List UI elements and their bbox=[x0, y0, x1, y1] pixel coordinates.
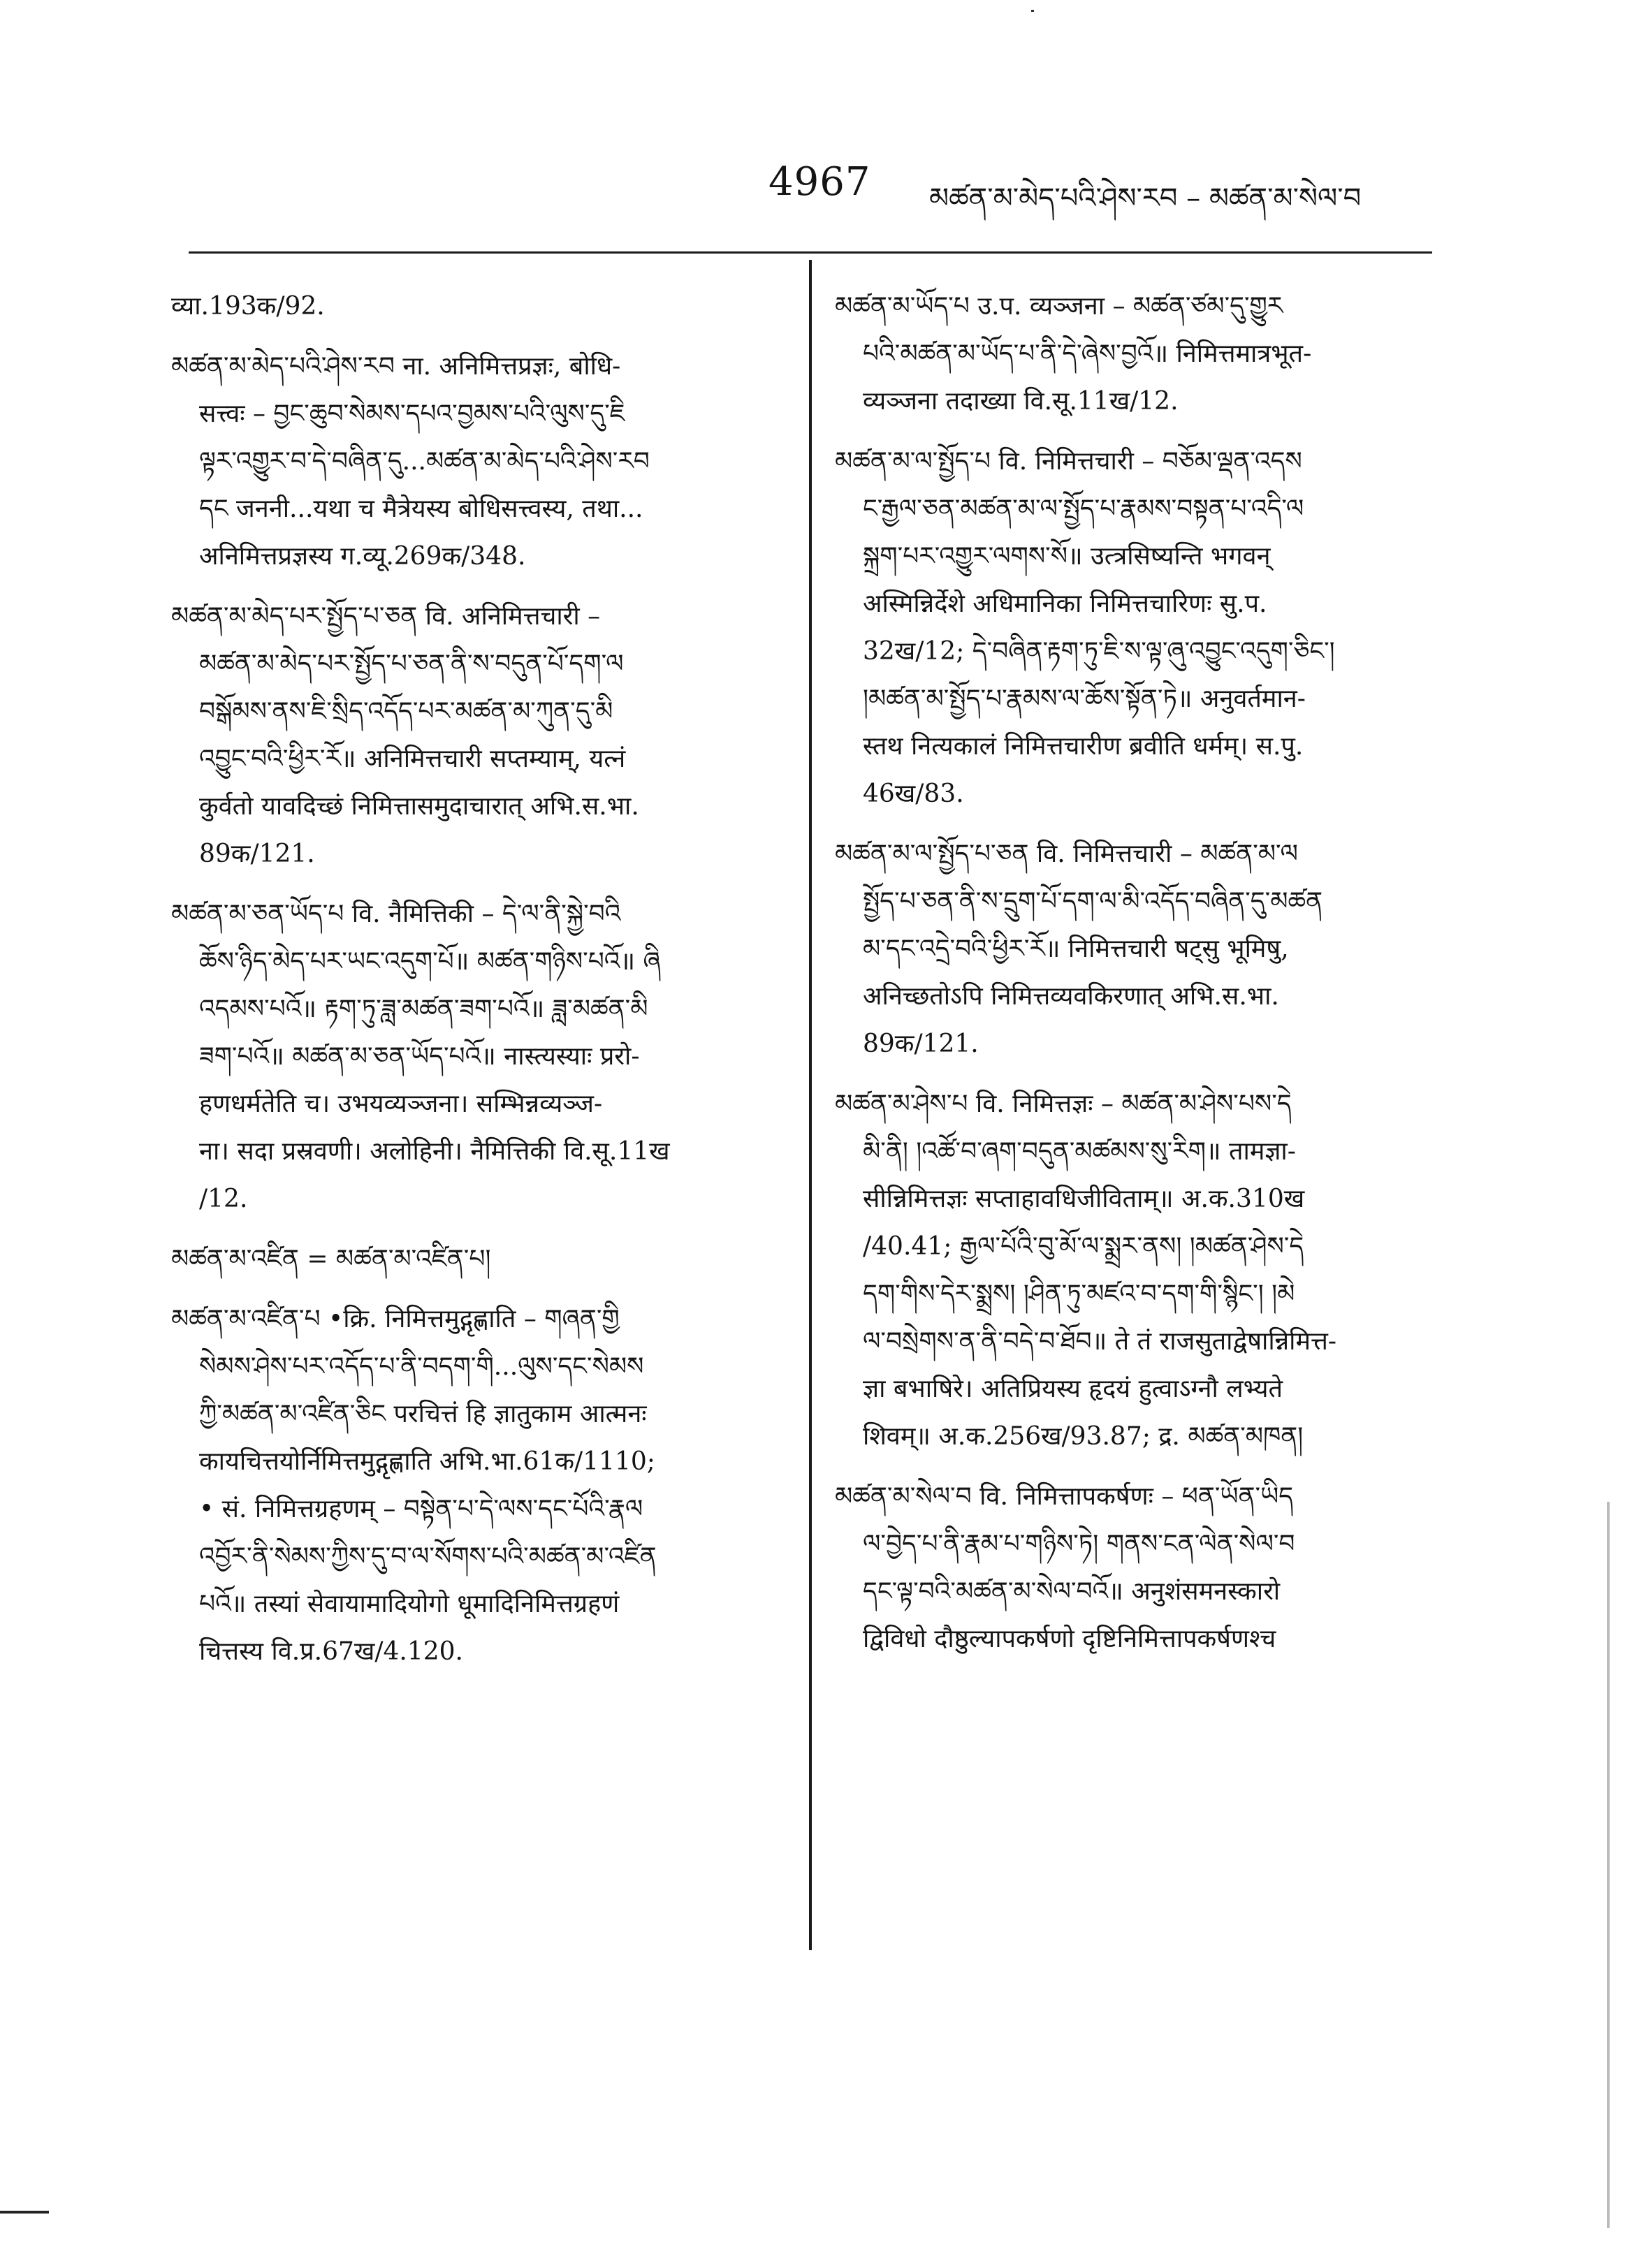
entry-text-line: शिवम्॥ अ.क.256ख/93.87; द्र. མཚན་མཁན། bbox=[863, 1422, 1304, 1451]
dictionary-entry bbox=[171, 1296, 786, 1676]
entry-text-line: མཚན་མ་མེད་པར་སྤྱོད་པ་ཅན་ནི་ས་བདུན་པོ་དག་ལ bbox=[199, 650, 624, 678]
entry-headword-line: མཚན་མ་མེད་པའི་ཤེས་རབ ना. अनिमित्तप्रज्ञः, बोधि- bbox=[171, 352, 621, 381]
entry-text-line: 89क/121. bbox=[199, 840, 315, 868]
dictionary-entry bbox=[835, 438, 1422, 818]
dictionary-entry bbox=[171, 1236, 786, 1283]
entry-text-line: བསྒོམས་ནས་ཇི་སྲིད་འདོད་པར་མཚན་མ་ཀུན་དུ་མི bbox=[199, 697, 613, 726]
scan-edge-shadow bbox=[1607, 1502, 1610, 2228]
entry-text-line: སྤྱོད་པ་ཅན་ནི་ས་དྲུག་པོ་དག་ལ་མི་འདོད་བཞིན་དུ་མཚན bbox=[863, 887, 1323, 916]
entry-headword-line: མཚན་མ་མེད་པར་སྤྱོད་པ་ཅན वि. अनिमित्तचारी – bbox=[171, 602, 601, 631]
entry-headword-line: མཚན་མ་ལ་སྤྱོད་པ་ཅན वि. निमित्तचारी – མཚན་མ་ལ bbox=[835, 840, 1298, 868]
scan-speck bbox=[1031, 10, 1034, 12]
entry-text-line: སྐྲག་པར་འགྱུར་ལགས་སོ॥ उत्त्रसिष्यन्ति भगवन् bbox=[863, 542, 1271, 571]
column-divider bbox=[809, 260, 812, 1950]
dictionary-entry bbox=[171, 593, 786, 878]
entry-text-line: ཀྱི་མཚན་མ་འཛིན་ཅིང परचित्तं हि ज्ञातुकाम आत्मनः bbox=[199, 1400, 647, 1428]
running-head: མཚན་མ་མེད་པའི་ཤེས་རབ – མཚན་མ་སེལ་བ bbox=[929, 182, 1362, 214]
entry-headword-line: མཚན་མ་ཅན་ཡོད་པ वि. नैमित्तिकी – དེ་ལ་ནི་སྐྱེ་བའི bbox=[171, 900, 621, 928]
entry-text-line: स्तथ नित्यकालं निमित्तचारीण ब्रवीति धर्मम्। स.पु. bbox=[863, 732, 1304, 761]
dictionary-entry bbox=[835, 283, 1422, 425]
dictionary-entry bbox=[171, 343, 786, 580]
entry-headword-line: व्या.193क/92. bbox=[171, 292, 325, 321]
dictionary-entry bbox=[171, 283, 786, 330]
entry-headword-line: མཚན་མ་ཤེས་པ वि. निमित्तज्ञः – མཚན་མ་ཤེས་པས་དེ bbox=[835, 1090, 1292, 1118]
entry-text-line: མི་ནི། །འཚོ་བ་ཞག་བདུན་མཚམས་སུ་རིག॥ तामज्ञा- bbox=[863, 1137, 1296, 1166]
entry-text-line: ना। सदा प्रस्रवणी। अलोहिनी। नैमित्तिकी वि.सू.11ख bbox=[199, 1137, 670, 1166]
entry-text-line: པའོ॥ तस्यां सेवायामादियोगो धूमादिनिमित्तग्रहणं bbox=[199, 1590, 620, 1618]
entry-text-line: /40.41; རྒྱལ་པོའི་བུ་མོ་ལ་སྨྲར་ནས། །མཚན་ཤེས་དེ bbox=[863, 1232, 1304, 1261]
entry-text-line: /12. bbox=[199, 1185, 248, 1213]
entry-text-line: ང་རྒྱལ་ཅན་མཚན་མ་ལ་སྤྱོད་པ་རྣམས་བསྟན་པ་འདི་ལ bbox=[863, 495, 1304, 523]
entry-text-line: चित्तस्य वि.प्र.67ख/4.120. bbox=[199, 1637, 463, 1666]
entry-text-line: དག་གིས་དེར་སྨྲས། །ཤིན་ཏུ་མཛའ་བ་དག་གི་སྙིང་། །མེ bbox=[863, 1280, 1295, 1308]
entry-text-line: अनिच्छतोऽपि निमित्तव्यवकिरणात् अभि.स.भा. bbox=[863, 982, 1279, 1011]
entry-text-line: 32ख/12; དེ་བཞིན་རྟག་ཏུ་ཇི་ས་ལྟ་ཞུ་འབྱུང་འདུག་ཅིང་། bbox=[863, 637, 1335, 666]
entry-text-line: सीन्निमित्तज्ञः सप्ताहावधिजीविताम्॥ अ.क.310ख bbox=[863, 1185, 1305, 1213]
entry-headword-line: མཚན་མ་འཛིན་པ •क्रि. निमित्तमुद्गृह्णाति – གཞན་གྱི bbox=[171, 1305, 620, 1333]
entry-headword-line: མཚན་མ་ཡོད་པ उ.प. व्यञ्जना – མཚན་ཙམ་དུ་གྱུར bbox=[835, 292, 1283, 321]
entry-text-line: ལྟར་འགྱུར་བ་དེ་བཞིན་དུ...མཚན་མ་མེད་པའི་ཤེས་རབ bbox=[199, 447, 650, 476]
left-column bbox=[171, 283, 786, 1688]
entry-text-line: པའི་མཚན་མ་ཡོད་པ་ནི་དེ་ཞེས་བྱའོ॥ निमित्तमात्रभूत- bbox=[863, 339, 1312, 368]
entry-text-line: 89क/121. bbox=[863, 1030, 979, 1058]
entry-text-line: कायचित्तयोर्निमित्तमुद्गृह्णाति अभि.भा.61क/1110; bbox=[199, 1447, 655, 1476]
entry-text-line: अस्मिन्निर्देशे अधिमानिका निमित्तचारिणः सु.प. bbox=[863, 590, 1267, 618]
entry-text-line: འདམས་པའོ॥ རྟག་ཏུ་ཟླ་མཚན་ཟག་པའོ॥ ཟླ་མཚན་མི bbox=[199, 995, 648, 1023]
right-column bbox=[835, 283, 1422, 1676]
entry-text-line: ज्ञा बभाषिरे। अतिप्रियस्य हृदयं हुत्वाऽग्नौ लभ्यते bbox=[863, 1375, 1283, 1403]
entry-text-line: द्विविधो दौष्ठुल्यापकर्षणो दृष्टिनिमित्तापकर्षणश्च bbox=[863, 1625, 1276, 1653]
entry-text-line: འབྱུང་བའི་ཕྱིར་རོ॥ अनिमित्तचारी सप्तम्याम्, यत्नं bbox=[199, 745, 626, 773]
dictionary-entry bbox=[835, 831, 1422, 1068]
entry-text-line: कुर्वतो यावदिच्छं निमित्तासमुदाचारात् अभि.स.भा. bbox=[199, 792, 639, 821]
entry-text-line: དང་ལྟ་བའི་མཚན་མ་སེལ་བའོ॥ अनुशंसमनस्कारो bbox=[863, 1577, 1281, 1606]
entry-text-line: མ་དང་འདྲེ་བའི་ཕྱིར་རོ॥ निमित्तचारी षट्सु भूमिषु, bbox=[863, 935, 1289, 963]
entry-headword-line: མཚན་མ་འཛིན = མཚན་མ་འཛིན་པ། bbox=[171, 1245, 491, 1273]
entry-text-line: अनिमित्तप्रज्ञस्य ग.व्यू.269क/348. bbox=[199, 542, 526, 571]
entry-text-line: འབྱོར་ནི་སེམས་ཀྱིས་དུ་བ་ལ་སོགས་པའི་མཚན་མ་འཛིན bbox=[199, 1542, 657, 1571]
dictionary-entry bbox=[835, 1081, 1422, 1461]
entry-text-line: ཟག་པའོ॥ མཚན་མ་ཅན་ཡོད་པའོ॥ नास्त्यस्याः प्ररो- bbox=[199, 1042, 640, 1071]
entry-text-line: དང जननी...यथा च मैत्रेयस्य बोधिसत्त्वस्य, तथा... bbox=[199, 495, 643, 523]
entry-headword-line: མཚན་མ་ལ་སྤྱོད་པ वि. निमित्तचारी – བཅོམ་ལྡན་འདས bbox=[835, 447, 1302, 476]
entry-headword-line: མཚན་མ་སེལ་བ वि. निमित्तापकर्षणः – ཕན་ཡོན་ཡིད bbox=[835, 1482, 1294, 1511]
entry-text-line: ལ་བྱེད་པ་ནི་རྣམ་པ་གཉིས་ཏེ། གནས་ངན་ལེན་སེལ་བ bbox=[863, 1530, 1295, 1558]
entry-text-line: སེམས་ཤེས་པར་འདོད་པ་ནི་བདག་གི...ལུས་དང་སེམས bbox=[199, 1352, 644, 1381]
scan-edge-mark bbox=[0, 2211, 49, 2214]
entry-text-line: सत्त्वः – བྱང་ཆུབ་སེམས་དཔའ་བྱམས་པའི་ལུས་དུ་ཇི bbox=[199, 400, 625, 428]
entry-text-line: हणधर्मतेति च। उभयव्यञ्जना। सम्भिन्नव्यञ्ज- bbox=[199, 1090, 603, 1118]
page-number: 4967 bbox=[768, 159, 871, 205]
entry-text-line: ལ་བསྲེགས་ན་ནི་བདེ་བ་ཐོབ॥ ते तं राजसुताद्वेषान्निमित्त- bbox=[863, 1327, 1337, 1356]
entry-text-line: • सं. निमित्तग्रहणम् – བསྟེན་པ་དེ་ལས་དང་པོའི་རྣལ bbox=[199, 1495, 643, 1523]
entry-text-line: །མཚན་མ་སྤྱོད་པ་རྣམས་ལ་ཆོས་སྟོན་ཏེ॥ अनुवर्तमान- bbox=[863, 685, 1306, 713]
header-rule bbox=[189, 251, 1432, 254]
dictionary-entry bbox=[835, 1473, 1422, 1663]
dictionary-entry bbox=[171, 891, 786, 1223]
entry-text-line: 46ख/83. bbox=[863, 780, 964, 808]
entry-text-line: व्यञ्जना तदाख्या वि.सू.11ख/12. bbox=[863, 387, 1179, 416]
entry-text-line: ཆོས་ཉིད་མེད་པར་ཡང་འདུག་པོ॥ མཚན་གཉིས་པའོ॥ ཞི bbox=[199, 947, 661, 976]
